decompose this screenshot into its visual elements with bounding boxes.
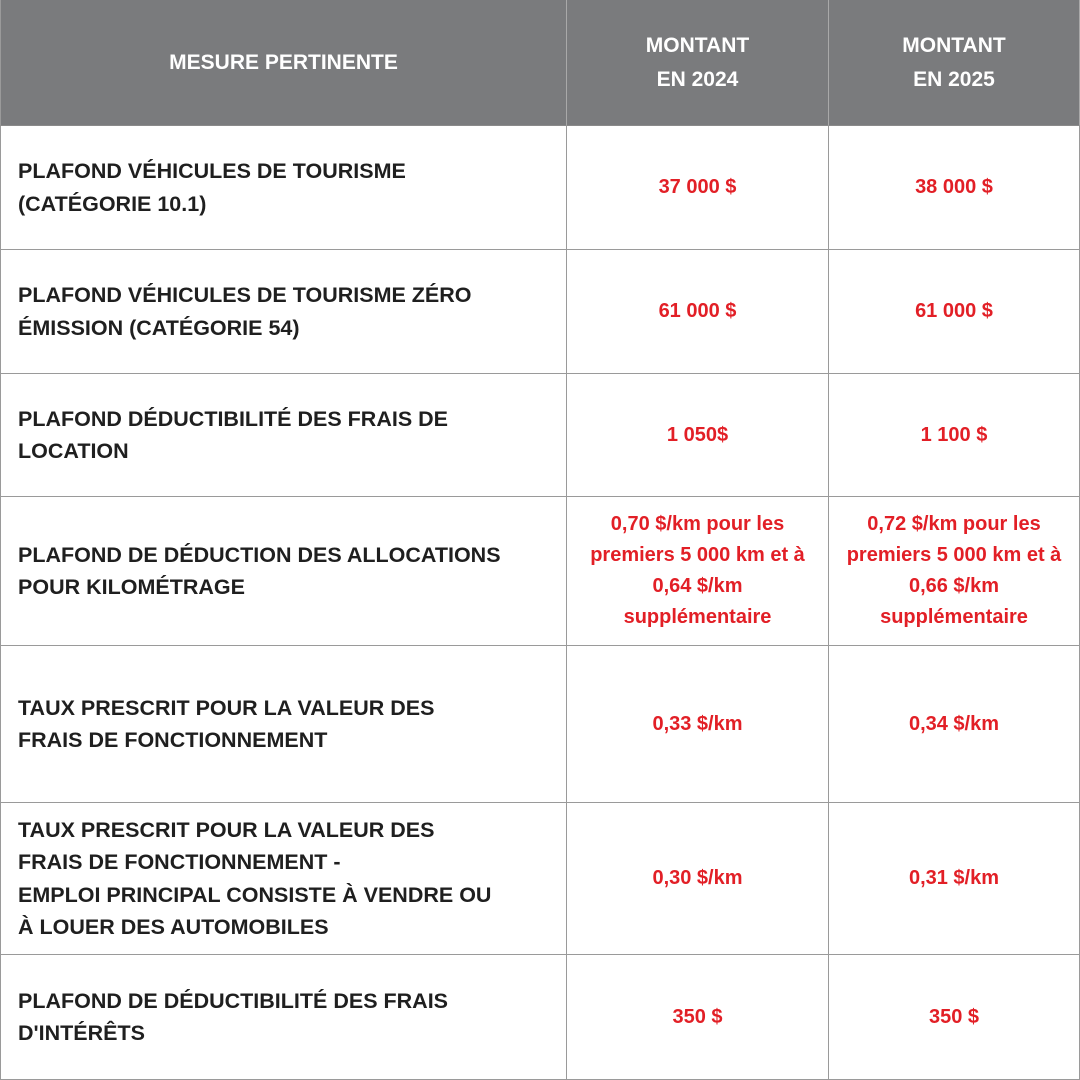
row-label-text: PLAFOND DE DÉDUCTIBILITÉ DES FRAIS D'INTÉRÊTS [18, 988, 449, 1045]
row-label-text: TAUX PRESCRIT POUR LA VALEUR DES FRAIS DE FONCTIONNEMENT [18, 695, 435, 752]
value-2024-text: 0,33 $/km [652, 712, 743, 735]
row-value-2024 [567, 374, 829, 497]
row-value-2024 [567, 803, 829, 955]
row-value-2024 [567, 250, 829, 374]
value-2025-text: 0,34 $/km [908, 712, 1000, 735]
value-2024-text: 61 000 $ [658, 300, 737, 322]
row-label [0, 374, 567, 497]
row-label-text: TAUX PRESCRIT POUR LA VALEUR DES FRAIS DE FONCTIONNEMENT - EMPLOI PRINCIPAL CONSISTE À VENDRE OU À LOUER DES AUTOMOBILES [18, 817, 492, 939]
row-label [0, 955, 567, 1080]
row-label-text: PLAFOND VÉHICULES DE TOURISME (CATÉGORIE 10.1) [18, 159, 406, 216]
row-value-2025 [829, 126, 1080, 250]
row-label-text: PLAFOND DÉDUCTIBILITÉ DES FRAIS DE LOCATION [18, 406, 449, 463]
row-value-2025 [829, 803, 1080, 955]
value-2024-text: 350 $ [672, 1005, 723, 1028]
row-label [0, 126, 567, 250]
header-amount-2024-label: MONTANT EN 2024 [645, 33, 750, 91]
header-amount-2024 [567, 0, 829, 126]
value-2025-text: 61 000 $ [915, 300, 993, 322]
row-label [0, 646, 567, 803]
value-2025-text: 38 000 $ [915, 176, 993, 198]
header-amount-2025 [829, 0, 1080, 126]
value-2025-text: 350 $ [928, 1005, 980, 1028]
value-2024-text: 1 050$ [666, 423, 729, 446]
header-measure-label: MESURE PERTINENTE [169, 50, 398, 74]
row-value-2024 [567, 126, 829, 250]
row-value-2025 [829, 497, 1080, 646]
value-2025-text: 0,31 $/km [908, 867, 1000, 889]
row-value-2024 [567, 497, 829, 646]
header-measure [0, 0, 567, 126]
row-value-2024 [567, 646, 829, 803]
row-value-2025 [829, 646, 1080, 803]
header-amount-2025-label: MONTANT EN 2025 [902, 33, 1006, 91]
value-2024-text: 0,70 $/km pour les premiers 5 000 km et à 0,64 $/km supplémentaire [590, 513, 805, 628]
row-label [0, 497, 567, 646]
row-value-2024 [567, 955, 829, 1080]
value-2025-text: 1 100 $ [920, 423, 988, 446]
row-value-2025 [829, 374, 1080, 497]
row-label-text: PLAFOND VÉHICULES DE TOURISME ZÉRO ÉMISSION (CATÉGORIE 54) [18, 283, 472, 340]
value-2024-text: 0,30 $/km [652, 867, 743, 889]
value-2025-text: 0,72 $/km pour les premiers 5 000 km et à 0,66 $/km supplémentaire [846, 513, 1062, 628]
row-label-text: PLAFOND DE DÉDUCTION DES ALLOCATIONS POUR KILOMÉTRAGE [18, 542, 501, 599]
row-value-2025 [829, 250, 1080, 374]
row-label [0, 803, 567, 955]
value-2024-text: 37 000 $ [658, 176, 737, 198]
row-label [0, 250, 567, 374]
row-value-2025 [829, 955, 1080, 1080]
